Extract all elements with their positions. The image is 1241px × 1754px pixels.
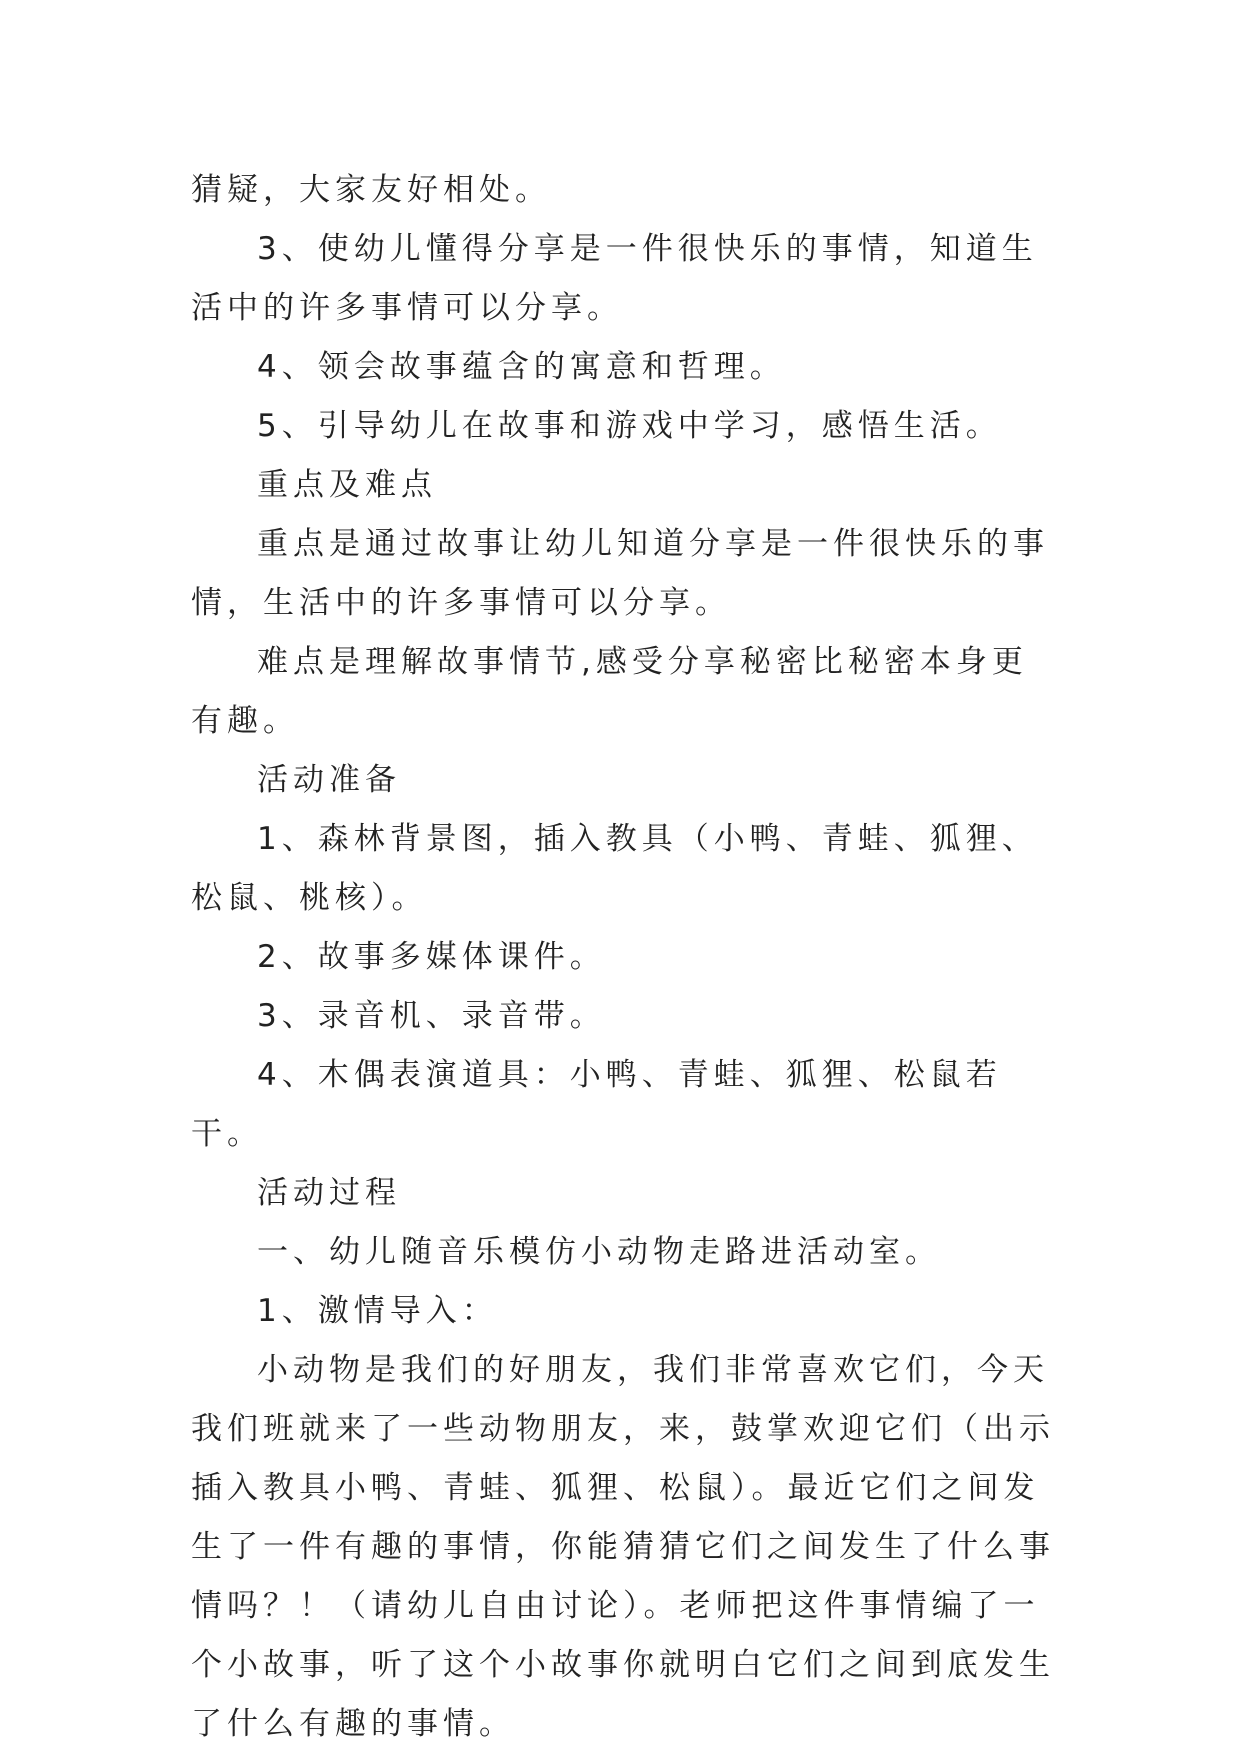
paragraph-difficulty: 难点是理解故事情节,感受分享秘密比秘密本身更有趣。 <box>191 644 1028 739</box>
preparation-item-2: 2、故事多媒体课件。 <box>257 939 606 975</box>
process-step-1: 一、幼儿随音乐模仿小动物走路进活动室。 <box>257 1234 941 1270</box>
preparation-item-4: 4、木偶表演道具：小鸭、青蛙、狐狸、松鼠若干。 <box>191 1057 1002 1152</box>
preparation-item-3: 3、录音机、录音带。 <box>257 998 606 1034</box>
process-narrative: 小动物是我们的好朋友，我们非常喜欢它们，今天我们班就来了一些动物朋友，来，鼓掌欢迎它们（出示插入教具小鸭、青蛙、狐狸、松鼠）。最近它们之间发生了一件有趣的事情，你能猜猜它们之间发生了什么事情吗？！（请幼儿自由讨论）。老师把这件事情编了一个小故事，听了这个小故事你就明白它们之间到底发生了什么有趣的事情。 <box>191 1352 1055 1742</box>
preparation-item-1: 1、森林背景图，插入教具（小鸭、青蛙、狐狸、松鼠、桃核）。 <box>191 821 1038 916</box>
section-heading-process: 活动过程 <box>257 1175 401 1211</box>
document-body <box>191 161 1061 1754</box>
section-heading-preparation: 活动准备 <box>257 762 401 798</box>
section-heading-key-points: 重点及难点 <box>257 467 437 503</box>
process-substep-1: 1、激情导入： <box>257 1293 498 1329</box>
paragraph-key-point: 重点是通过故事让幼儿知道分享是一件很快乐的事情，生活中的许多事情可以分享。 <box>191 526 1049 621</box>
paragraph-4: 5、引导幼儿在故事和游戏中学习，感悟生活。 <box>257 408 1002 444</box>
paragraph-3: 4、领会故事蕴含的寓意和哲理。 <box>257 349 786 385</box>
paragraph-2: 3、使幼儿懂得分享是一件很快乐的事情，知道生活中的许多事情可以分享。 <box>191 231 1038 326</box>
paragraph-1: 猜疑，大家友好相处。 <box>191 172 551 208</box>
